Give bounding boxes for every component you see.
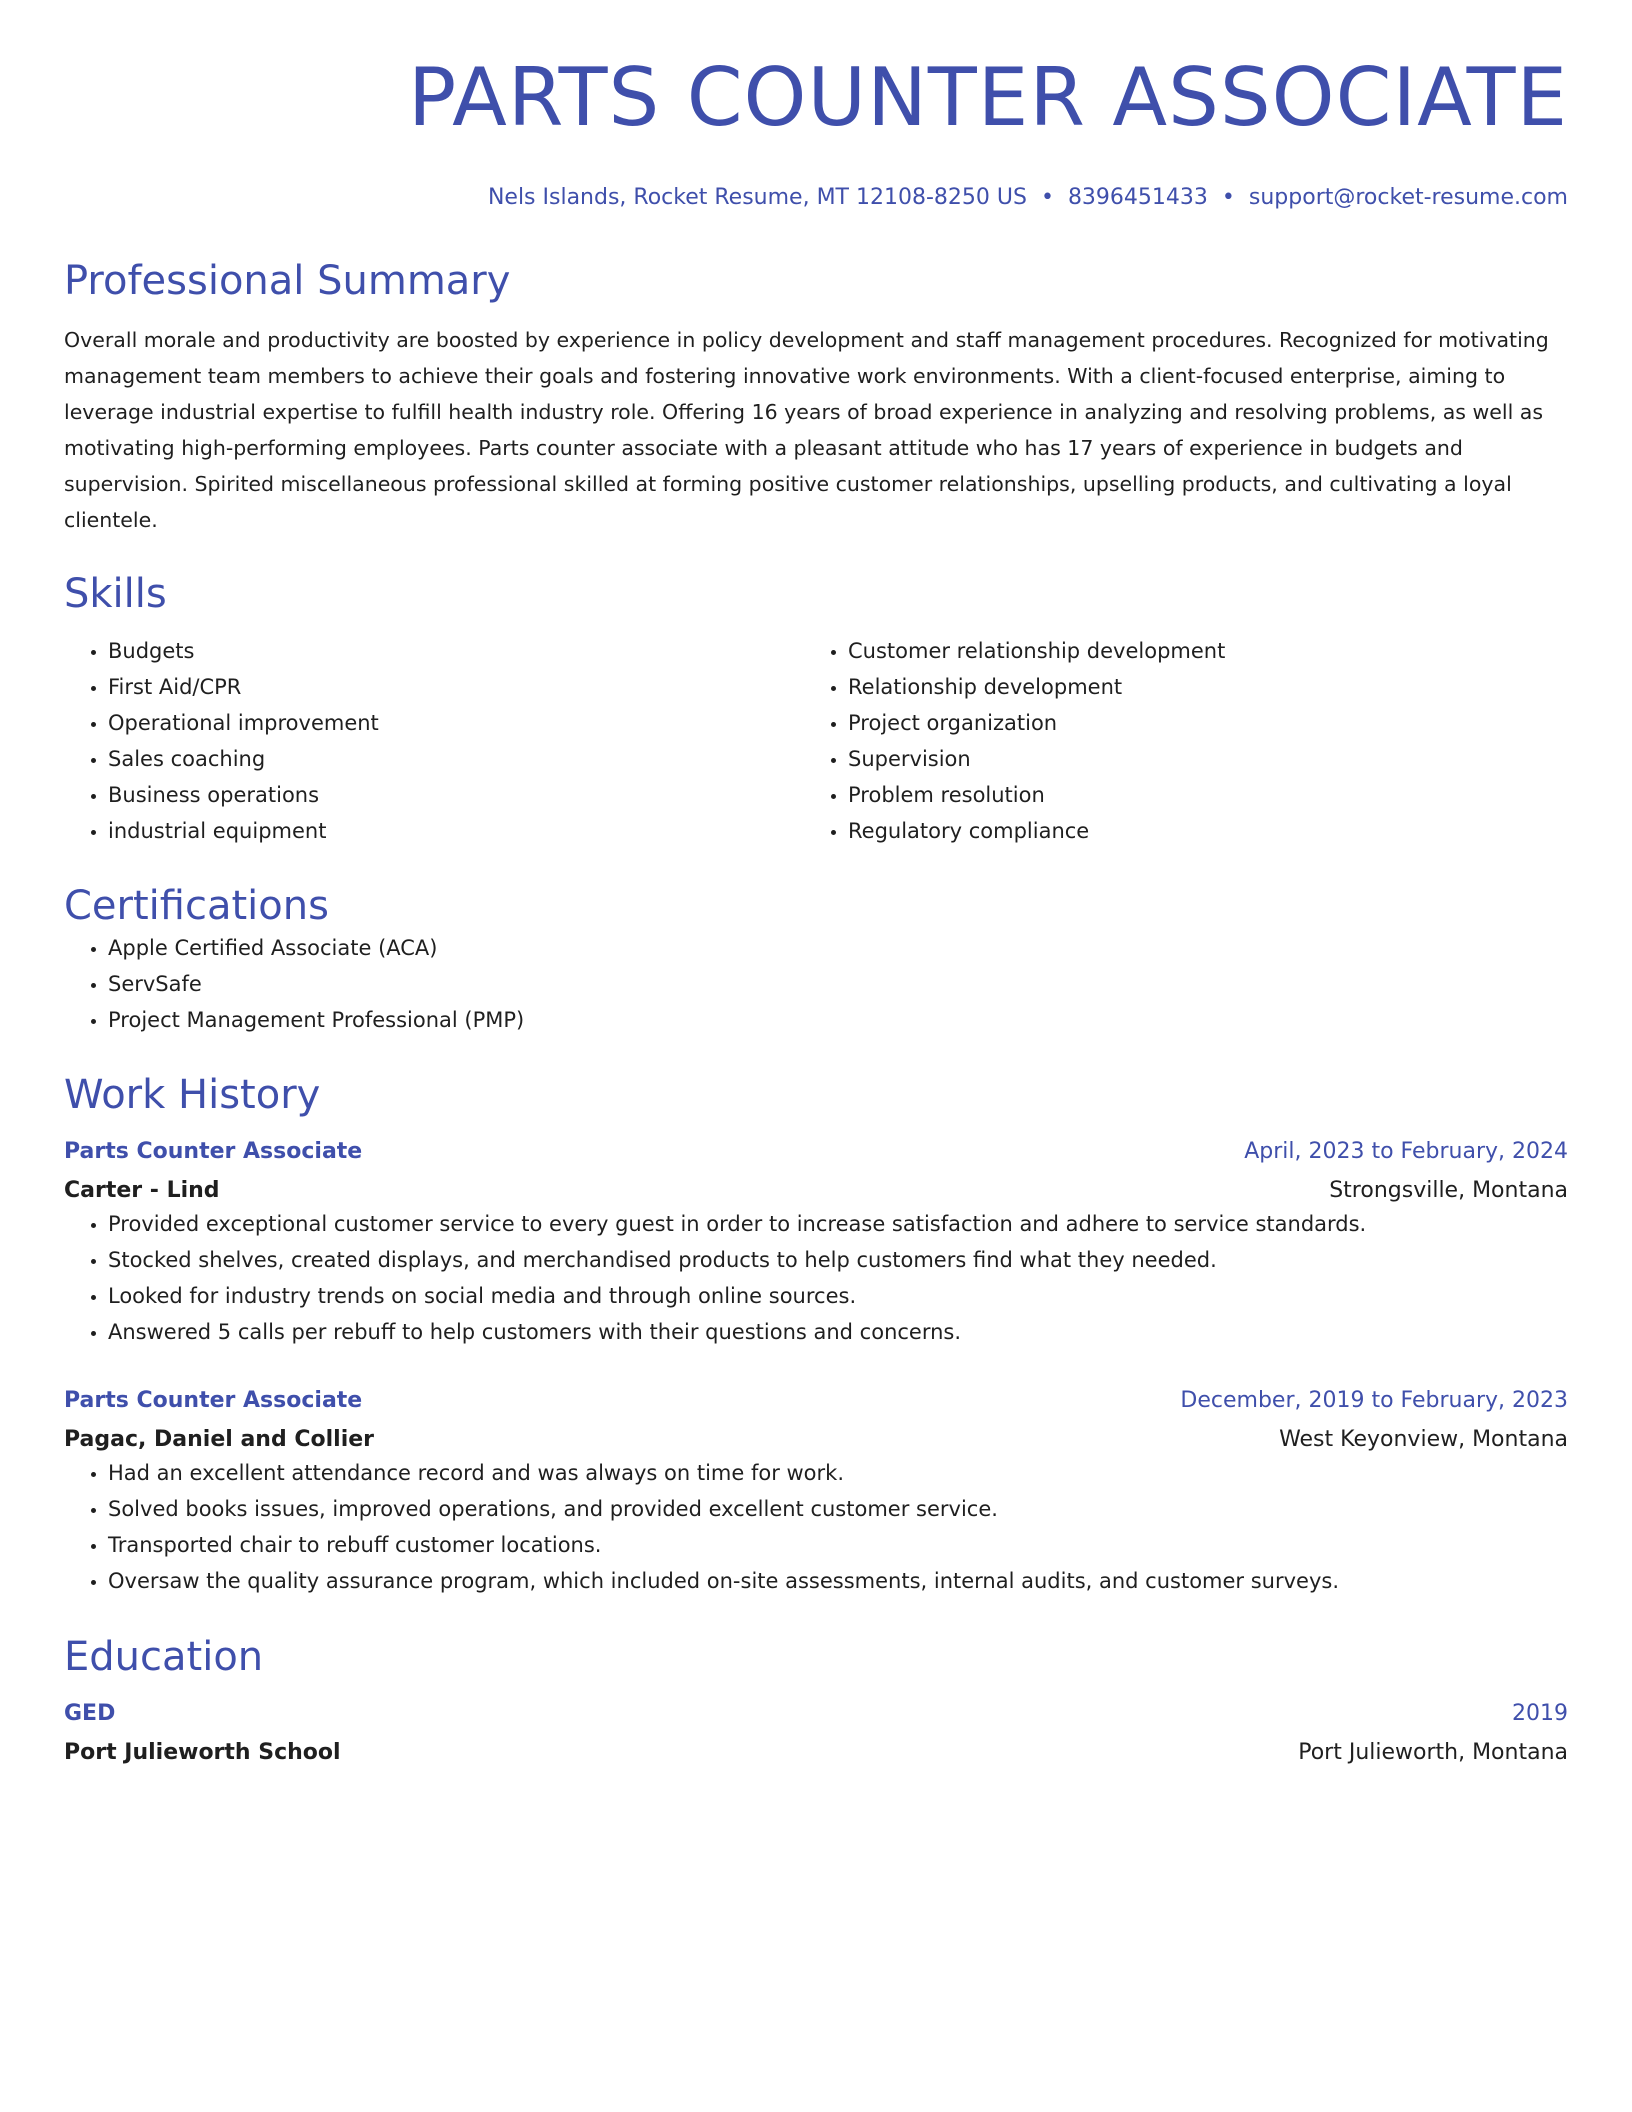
skill-item: • Relationship development [848,669,1544,705]
section-title-certifications: Certifications [64,883,329,929]
skill-item: • Budgets [108,633,804,669]
education-school-row [64,1738,1568,1768]
job-dates: April, 2023 to February, 2024 [1244,1139,1568,1164]
skill-item: • Regulatory compliance [848,813,1544,849]
job-header-row [64,1137,1568,1167]
job-title: Parts Counter Associate [64,1388,363,1413]
job-location: West Keyonview, Montana [1279,1427,1568,1452]
job-entry [64,1386,1568,1599]
contact-address: Nels Islands, Rocket Resume, MT 12108-8250 US [487,185,1027,210]
job-title: Parts Counter Associate [64,1139,363,1164]
section-title-skills: Skills [64,571,167,617]
job-duties-list [64,1206,1568,1350]
skills-column-left [64,633,804,849]
contact-separator: • [1221,185,1235,210]
job-employer-row [64,1176,1568,1206]
skills-column-right [804,633,1544,849]
job-dates: December, 2019 to February, 2023 [1180,1388,1568,1413]
skill-item: • Problem resolution [848,777,1544,813]
job-duty: • Transported chair to rebuff customer locations. [108,1527,1568,1563]
skill-item: • industrial equipment [108,813,804,849]
section-title-education: Education [64,1634,264,1680]
job-employer: Carter - Lind [64,1178,220,1203]
summary-text: Overall morale and productivity are boosted by experience in policy development and staff management procedures. Recognized for motivating management team members to achieve their goals and fostering innovative work environments. With a client-focused enterprise, aiming to leverage industrial expertise to fulfill health industry role. Offering 16 years of broad experience in analyzing and resolving problems, as well as motivating high-performing employees. Parts counter associate with a pleasant attitude who has 17 years of experience in budgets and supervision. Spirited miscellaneous professional skilled at forming positive customer relationships, upselling products, and cultivating a loyal clientele. [64,328,1549,532]
education-header-row [64,1699,1568,1729]
skill-item: • Customer relationship development [848,633,1544,669]
job-employer: Pagac, Daniel and Collier [64,1427,375,1452]
certification-item: • ServSafe [108,966,1568,1002]
certification-item: • Project Management Professional (PMP) [108,1002,1568,1038]
skill-item: • First Aid/CPR [108,669,804,705]
skills-list-left [64,633,804,849]
job-duty: • Oversaw the quality assurance program, which included on-site assessments, internal audits, and customer surveys. [108,1563,1568,1599]
candidate-name: PARTS COUNTER ASSOCIATE [408,51,1568,144]
skill-item: • Supervision [848,741,1544,777]
skill-item: • Operational improvement [108,705,804,741]
skills-list-right [804,633,1544,849]
job-employer-row [64,1425,1568,1455]
job-location: Strongsville, Montana [1329,1178,1568,1203]
skill-item: • Sales coaching [108,741,804,777]
education-entry [64,1699,1568,1768]
skills-grid [64,633,1568,849]
contact-phone[interactable]: 8396451433 [1067,185,1208,210]
job-duty: • Answered 5 calls per rebuff to help customers with their questions and concerns. [108,1314,1568,1350]
education-degree: GED [64,1701,116,1726]
resume-header [64,50,1568,212]
section-title-work-history: Work History [64,1072,321,1118]
certifications-list [64,930,1568,1038]
skill-item: • Business operations [108,777,804,813]
certification-item: • Apple Certified Associate (ACA) [108,930,1568,966]
education-year: 2019 [1512,1701,1568,1726]
contact-separator: • [1040,185,1054,210]
education-location: Port Julieworth, Montana [1298,1740,1568,1765]
job-duty: • Had an excellent attendance record and was always on time for work. [108,1455,1568,1491]
job-entry [64,1137,1568,1350]
job-header-row [64,1386,1568,1416]
job-duty: • Solved books issues, improved operations, and provided excellent customer service. [108,1491,1568,1527]
job-duty: • Stocked shelves, created displays, and merchandised products to help customers find what they needed. [108,1242,1568,1278]
job-duties-list [64,1455,1568,1599]
education-school: Port Julieworth School [64,1740,341,1765]
contact-email[interactable]: support@rocket-resume.com [1248,185,1568,210]
skill-item: • Project organization [848,705,1544,741]
contact-line [64,184,1568,212]
job-duty: • Looked for industry trends on social media and through online sources. [108,1278,1568,1314]
job-duty: • Provided exceptional customer service to every guest in order to increase satisfaction and adhere to service standards. [108,1206,1568,1242]
section-title-summary: Professional Summary [64,258,511,304]
